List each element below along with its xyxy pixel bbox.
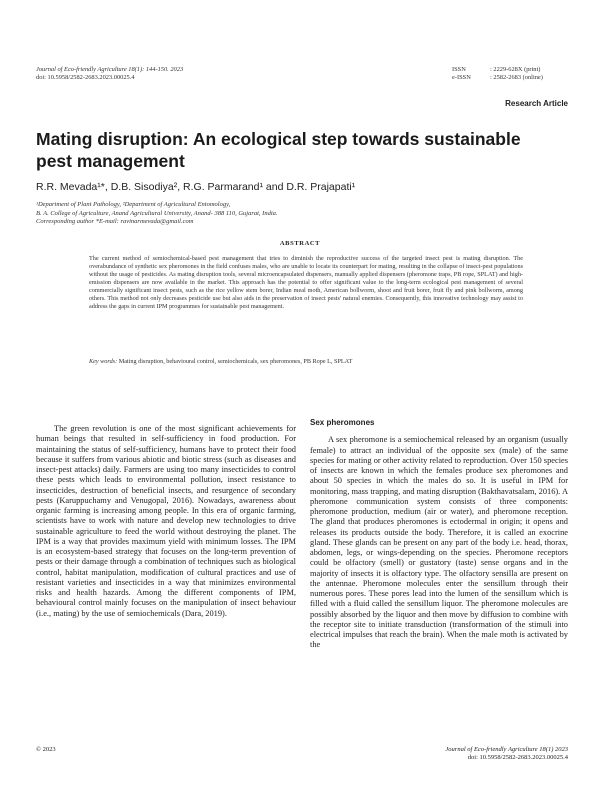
eissn-label: e-ISSN <box>452 74 471 81</box>
paper-title: Mating disruption: An ecological step towards sustainable pest management <box>36 129 521 171</box>
footer-doi: doi: 10.5958/2582-2683.2023.00025.4 <box>467 754 568 761</box>
issn-block <box>452 66 582 82</box>
journal-doi: doi: 10.5958/2582-2683.2023.00025.4 <box>36 74 135 81</box>
journal-header <box>36 66 336 82</box>
footer-citation <box>445 746 568 762</box>
keywords <box>89 358 523 366</box>
section-heading-sex-pheromones: Sex pheromones <box>310 418 375 427</box>
body-right-column <box>310 418 568 651</box>
affiliation-line-1: ¹Department of Plant Pathology, ²Department of Agricultural Entomology, <box>36 201 231 208</box>
affiliation-block <box>36 201 566 227</box>
article-type: Research Article <box>505 99 568 108</box>
section-body-sex-pheromones: A sex pheromone is a semiochemical released by an organism (usually female) to attract an individual of the opposite sex (male) of the same species for mating or other activity related to reproduction. Over 150 species of insects are known in which the females produce sex pheromones and about 50 species in which the males do so. It is useful in IPM for monitoring, mass trapping, and mating disruption (Bakthavatsalam, 2016). A pheromone communication system consists of three components: pheromone production, medium (air or water), and pheromone reception. The gland that produces pheromones is ectodermal in origin; it opens and releases its products outside the body. Therefore, it is called an exocrine gland. These glands can be present on any part of the body i.e. head, thorax, abdomen, legs, or wings-depending on the species. Pheromone receptors could be olfactory (smell) or gustatory (taste) sense organs and in the majority of insects it is olfactory type. The olfactory sensilla are present on the antennae. Pheromone molecules enter the sensillum through their numerous pores. These pores lead into the lumen of the sensillum which is filled with a fluid called the sensillum liquor. The pheromone molecules are possibly absorbed by the liquor and then move by diffusion to combine with the receptor site to initiate transduction (transformation of the stimuli into electrical impulses that reach the brain). When the male moth is activated by the <box>310 435 568 650</box>
keywords-list: Mating disruption, behavioural control, semiochemicals, sex pheromones, PB Rope L, SPLAT <box>117 358 353 365</box>
issn-value: : 2229-628X (print) <box>490 66 541 73</box>
eissn-value: : 2582-2683 (online) <box>490 74 543 81</box>
abstract-heading: ABSTRACT <box>279 240 321 247</box>
issn-label: ISSN <box>452 66 466 73</box>
author-list: R.R. Mevada¹*, D.B. Sisodiya², R.G. Parmarand¹ and D.R. Prajapati¹ <box>36 181 356 193</box>
footer-copyright: © 2023 <box>36 746 56 753</box>
footer-journal: Journal of Eco-friendly Agriculture 18(1) 2023 <box>445 746 568 753</box>
corresponding-author: Corresponding author *E-mail: ravinarmevada@gmail.com <box>36 218 194 226</box>
keywords-label: Key words: <box>89 358 118 365</box>
affiliation-line-2: B. A. College of Agriculture, Anand Agricultural University, Anand- 388 110, Gujarat, India. <box>36 209 278 217</box>
journal-citation: Journal of Eco-friendly Agriculture 18(1): 144-150. 2023 <box>36 66 184 73</box>
body-left-column: The green revolution is one of the most significant achievements for human beings that resulted in self-sufficiency in food production. For maintaining the status of self-sufficiency, humans have to protect their food because it suffers from various abiotic and biotic stress (such as diseases and insect-pest attacks) daily. Farmers are using too many insecticides to control these pests which leads to environmental pollution, insect resistance to insecticides, destruction of beneficial insects, and resurgence of secondary pests (Karuppuchamy and Venugopal, 2016). Nowadays, awareness about organic farming is increasing among people. In this era of organic farming, scientists have to work with nature and develop new technologies to drive sustainable agriculture to feed the world without destroying the planet. The IPM is a way that provides maximum yield with minimum losses. The IPM is an ecosystem-based strategy that focuses on the long-term prevention of pests or their damage through a combination of techniques such as biological control, habitat manipulation, modification of cultural practices and use of resistant varieties and insecticides in a way that minimizes environmental risks and health hazards. Among the different components of IPM, behavioural control mainly focuses on the manipulation of insect behaviour (i.e., mating) by the use of semiochemicals (Dara, 2019). <box>36 424 296 618</box>
abstract-text: The current method of semiochemical-based pest management that tries to diminish the reproductive success of the targeted insect pest is mating disruption. The overabundance of synthetic sex pheromones in the field confuses males, who are unable to locate its counterpart for mating, resulting in the collapse of insect-pest populations without the usage of pesticides. As mating disruption tools, several microencapsulated dispensers, manually applied dispensers (pheromone traps, PB rope, SPLAT) and high-emission dispensers are now available in the market. This approach has the potential to offer significant value to the long-term ecological pest management of several commercially significant insect pests, such as the rice yellow stem borer, Indian meal moth, American bollworm, shoot and fruit borer, fruit fly and pink bollworm, among others. This method not only decreases pesticide use but also aids in the preservation of insect pests' natural enemies. Consequently, this innovative technology may assist to address the gaps in current IPM programmes for sustainable pest management. <box>89 255 523 311</box>
